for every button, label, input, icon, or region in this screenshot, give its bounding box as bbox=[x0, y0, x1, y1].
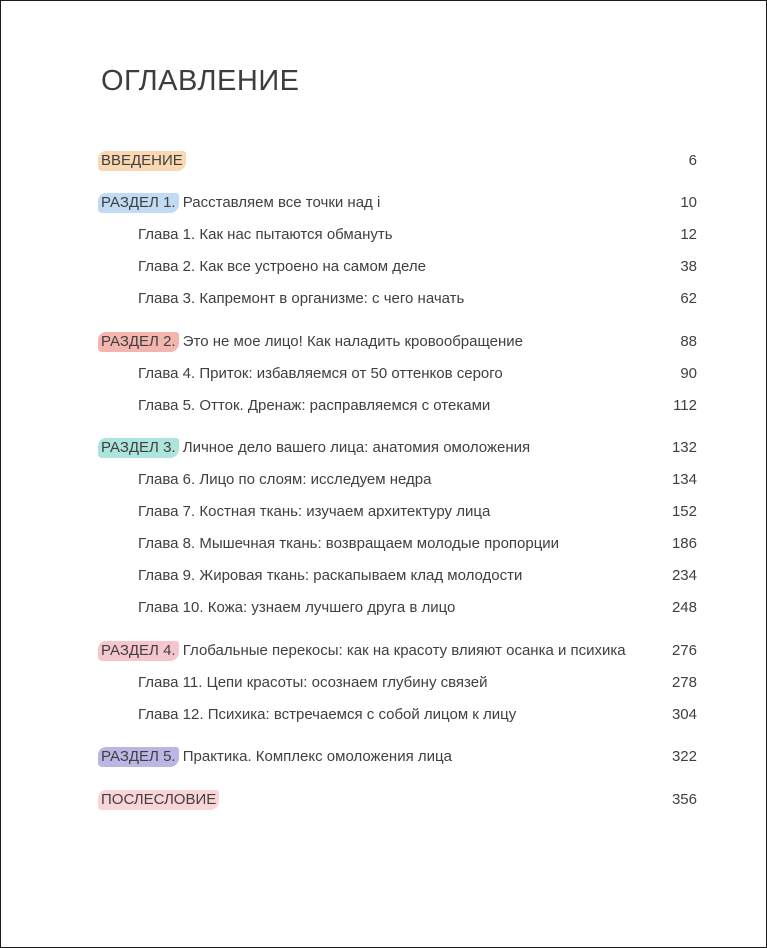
page-number: 276 bbox=[671, 642, 697, 659]
section-title: Это не мое лицо! Как наладить кровообращение bbox=[182, 333, 523, 350]
page-number: 248 bbox=[671, 599, 697, 616]
page-number: 6 bbox=[688, 152, 697, 169]
chapter-title: Глава 7. Костная ткань: изучаем архитектуру лица bbox=[138, 503, 491, 520]
page-number: 88 bbox=[680, 333, 697, 350]
toc-chapter-9[interactable] bbox=[1, 562, 766, 590]
toc-section-intro[interactable] bbox=[1, 147, 766, 175]
toc-chapter-4[interactable] bbox=[1, 360, 766, 388]
table-of-contents bbox=[1, 1, 766, 947]
section-label: РАЗДЕЛ 2. bbox=[98, 332, 179, 352]
toc-chapter-8[interactable] bbox=[1, 530, 766, 558]
toc-chapter-7[interactable] bbox=[1, 498, 766, 526]
chapter-title: Глава 12. Психика: встречаемся с собой лицом к лицу bbox=[138, 706, 517, 723]
page-number: 38 bbox=[680, 258, 697, 275]
page-number: 62 bbox=[680, 290, 697, 307]
page-number: 152 bbox=[671, 503, 697, 520]
toc-chapter-1[interactable] bbox=[1, 221, 766, 249]
toc-section-2[interactable] bbox=[1, 328, 766, 356]
toc-section-3[interactable] bbox=[1, 434, 766, 462]
chapter-title: Глава 8. Мышечная ткань: возвращаем молодые пропорции bbox=[138, 535, 560, 552]
page-number: 304 bbox=[671, 706, 697, 723]
chapter-title: Глава 10. Кожа: узнаем лучшего друга в лицо bbox=[138, 599, 456, 616]
section-label: РАЗДЕЛ 4. bbox=[98, 641, 179, 661]
page-number: 90 bbox=[680, 365, 697, 382]
page-number: 234 bbox=[671, 567, 697, 584]
toc-chapter-5[interactable] bbox=[1, 392, 766, 420]
section-label: ВВЕДЕНИЕ bbox=[98, 151, 186, 171]
page-number: 10 bbox=[680, 194, 697, 211]
toc-chapter-12[interactable] bbox=[1, 701, 766, 729]
section-label: РАЗДЕЛ 3. bbox=[98, 438, 179, 458]
section-label: ПОСЛЕСЛОВИЕ bbox=[98, 790, 219, 810]
chapter-title: Глава 5. Отток. Дренаж: расправляемся с отеками bbox=[138, 397, 491, 414]
page-number: 112 bbox=[673, 397, 697, 414]
toc-section-5[interactable] bbox=[1, 743, 766, 771]
section-label: РАЗДЕЛ 1. bbox=[98, 193, 179, 213]
page-number: 322 bbox=[671, 748, 697, 765]
section-label: РАЗДЕЛ 5. bbox=[98, 747, 179, 767]
page-number: 278 bbox=[671, 674, 697, 691]
toc-chapter-6[interactable] bbox=[1, 466, 766, 494]
page-number: 132 bbox=[671, 439, 697, 456]
chapter-title: Глава 1. Как нас пытаются обмануть bbox=[138, 226, 393, 243]
chapter-title: Глава 11. Цепи красоты: осознаем глубину связей bbox=[138, 674, 488, 691]
section-title: Личное дело вашего лица: анатомия омоложения bbox=[182, 439, 531, 456]
chapter-title: Глава 6. Лицо по слоям: исследуем недра bbox=[138, 471, 432, 488]
toc-section-1[interactable] bbox=[1, 189, 766, 217]
chapter-title: Глава 4. Приток: избавляемся от 50 оттенков серого bbox=[138, 365, 503, 382]
page-number: 134 bbox=[671, 471, 697, 488]
toc-chapter-2[interactable] bbox=[1, 253, 766, 281]
chapter-title: Глава 2. Как все устроено на самом деле bbox=[138, 258, 426, 275]
page-number: 186 bbox=[671, 535, 697, 552]
chapter-title: Глава 3. Капремонт в организме: с чего начать bbox=[138, 290, 465, 307]
toc-chapter-10[interactable] bbox=[1, 594, 766, 622]
toc-chapter-3[interactable] bbox=[1, 285, 766, 313]
page-number: 356 bbox=[671, 791, 697, 808]
section-title: Расставляем все точки над i bbox=[182, 194, 381, 211]
chapter-title: Глава 9. Жировая ткань: раскапываем клад молодости bbox=[138, 567, 523, 584]
toc-section-afterword[interactable] bbox=[1, 786, 766, 814]
section-title: Практика. Комплекс омоложения лица bbox=[182, 748, 452, 765]
page-title: ОГЛАВЛЕНИЕ bbox=[101, 65, 300, 97]
page-number: 12 bbox=[680, 226, 697, 243]
section-title: Глобальные перекосы: как на красоту влияют осанка и психика bbox=[182, 642, 626, 659]
toc-section-4[interactable] bbox=[1, 637, 766, 665]
toc-chapter-11[interactable] bbox=[1, 669, 766, 697]
